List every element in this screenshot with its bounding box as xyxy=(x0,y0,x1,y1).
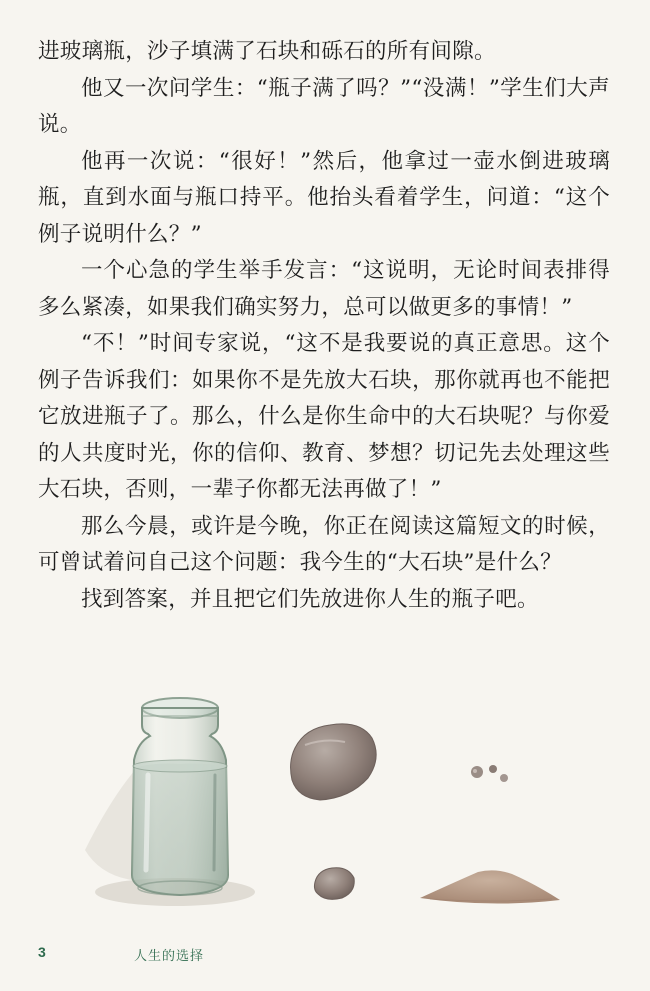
paragraph-1: 进玻璃瓶，沙子填满了石块和砾石的所有间隙。 xyxy=(38,39,496,64)
paragraph-5: “不！”时间专家说，“这不是我要说的真正意思。这个例子告诉我们：如果你不是先放大石块，那你就再也不能把它放进瓶子了。那么，什么是你生命中的大石块呢？与你爱的人共度时光，你的信仰、教育、梦想？切记先去处理这些大石块，否则，一辈子你都无法再做了！” xyxy=(38,331,610,502)
page-number: 3 xyxy=(38,944,46,960)
sand-pile xyxy=(420,870,560,903)
glass-jar xyxy=(132,698,228,895)
paragraph-2: 他又一次问学生：“瓶子满了吗？”“没满！”学生们大声说。 xyxy=(38,75,610,137)
pebbles xyxy=(471,765,508,782)
big-rock xyxy=(291,724,377,800)
jar-and-stones-illustration xyxy=(0,650,650,940)
paragraph-7: 找到答案，并且把它们先放进你人生的瓶子吧。 xyxy=(81,586,539,612)
body-text xyxy=(38,34,610,618)
book-title: 人生的选择 xyxy=(134,949,205,964)
jar-shadow-smear xyxy=(85,770,135,880)
paragraph-3: 他再一次说：“很好！”然后，他拿过一壶水倒进玻璃瓶，直到水面与瓶口持平。他抬头看着学生，问道：“这个例子说明什么？” xyxy=(38,148,610,247)
small-rock xyxy=(314,868,354,900)
paragraph-6: 那么今晨，或许是今晚，你正在阅读这篇短文的时候，可曾试着问自己这个问题：我今生的“大石块”是什么？ xyxy=(38,513,610,575)
paragraph-4: 一个心急的学生举手发言：“这说明，无论时间表排得多么紧凑，如果我们确实努力，总可以做更多的事情！” xyxy=(38,258,610,320)
